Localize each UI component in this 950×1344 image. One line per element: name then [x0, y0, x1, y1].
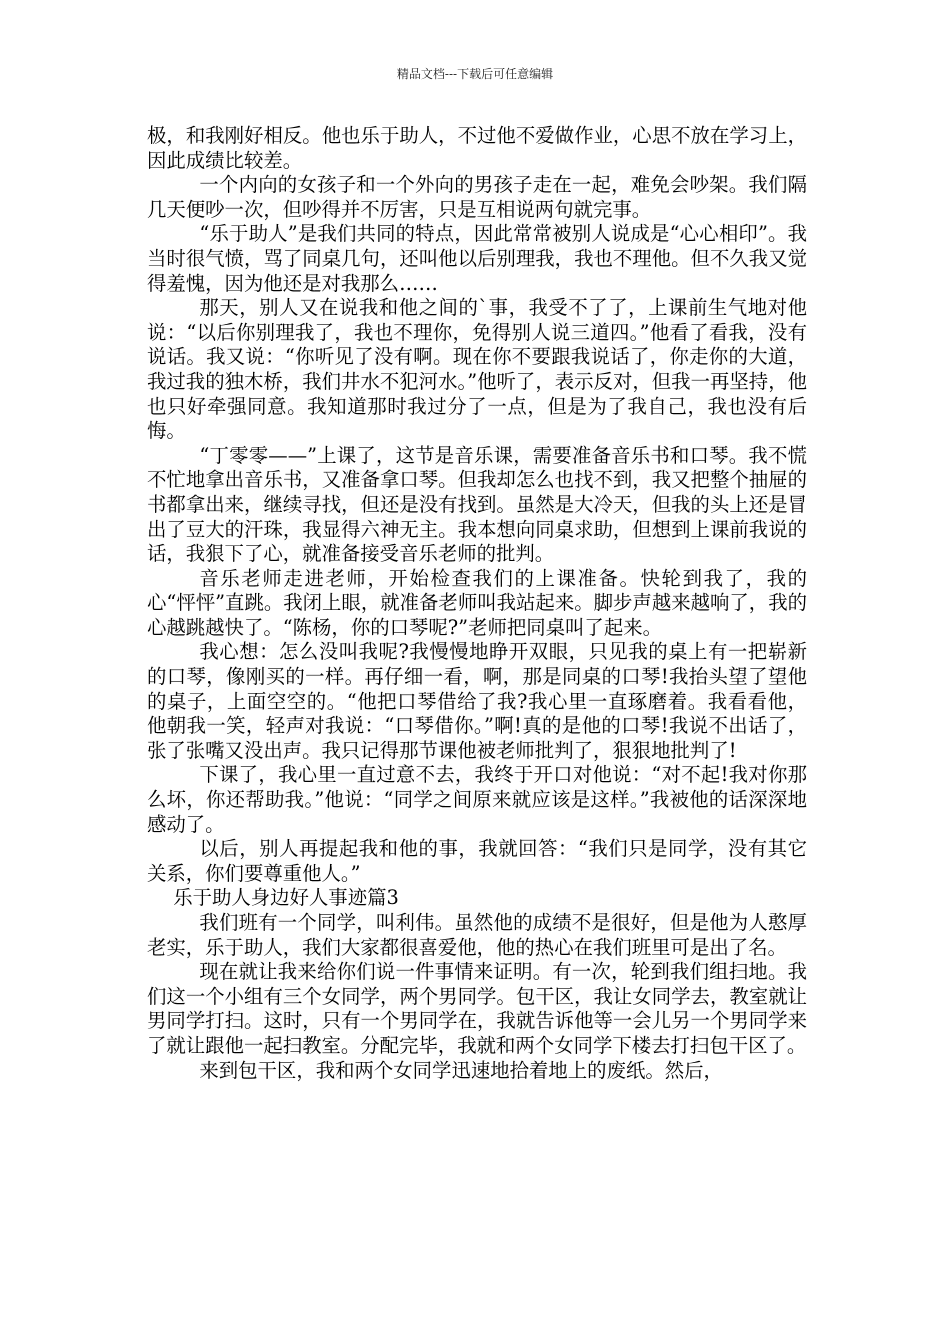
paragraph-2: 一个内向的女孩子和一个外向的男孩子走在一起，难免会吵架。我们隔几天便吵一次，但吵得并不厉害，只是互相说两句就完事。: [147, 173, 807, 221]
paragraph-5: “丁零零——”上课了，这节是音乐课，需要准备音乐书和口琴。我不慌不忙地拿出音乐书，又准备拿口琴。但我却怎么也找不到，我又把整个抽屉的书都拿出来，继续寻找，但还是没有找到。虽然是大冷天，但我的头上还是冒出了豆大的汗珠，我显得六神无主。我本想向同桌求助，但想到上课前我说的话，我狠下了心，就准备接受音乐老师的批判。: [147, 443, 807, 566]
paragraph-7: 我心想：怎么没叫我呢?我慢慢地睁开双眼，只见我的桌上有一把崭新的口琴，像刚买的一样。再仔细一看，啊，那是同桌的口琴!我抬头望了望他的桌子，上面空空的。“他把口琴借给了我?我心里一直琢磨着。我看看他，他朝我一笑，轻声对我说：“口琴借你。”啊!真的是他的口琴!我说不出话了，张了张嘴又没出声。我只记得那节课他被老师批判了，狠狠地批判了!: [147, 640, 807, 762]
paragraph-10: 我们班有一个同学，叫利伟。虽然他的成绩不是很好，但是他为人憨厚老实，乐于助人，我们大家都很喜爱他，他的热心在我们班里可是出了名。: [147, 911, 807, 959]
paragraph-6: 音乐老师走进老师，开始检查我们的上课准备。快轮到我了，我的心“怦怦”直跳。我闭上眼，就准备老师叫我站起来。脚步声越来越响了，我的心越跳越快了。“陈杨，你的口琴呢?”老师把同桌叫了起来。: [147, 566, 807, 639]
paragraph-11: 现在就让我来给你们说一件事情来证明。有一次，轮到我们组扫地。我们这一个小组有三个女同学，两个男同学。包干区，我让女同学去，教室就让男同学打扫。这时，只有一个男同学在，我就告诉他等一会儿另一个男同学来了就让跟他一起扫教室。分配完毕，我就和两个女同学下楼去打扫包干区了。: [147, 960, 807, 1057]
paragraph-3: “乐于助人”是我们共同的特点，因此常常被别人说成是“心心相印”。我当时很气愤，骂了同桌几句，还叫他以后别理我，我也不理他。但不久我又觉得羞愧，因为他还是对我那么……: [147, 222, 807, 295]
paragraph-4: 那天，别人又在说我和他之间的`事，我受不了了，上课前生气地对他说：“以后你别理我了，我也不理你，免得别人说三道四。”他看了看我，没有说话。我又说：“你听见了没有啊。现在你不要跟我说话了，你走你的大道，我过我的独木桥，我们井水不犯河水。”他听了，表示反对，但我一再坚持，他也只好牵强同意。我知道那时我过分了一点，但是为了我自己，我也没有后悔。: [147, 296, 807, 443]
paragraph-9: 以后，别人再提起我和他的事，我就回答：“我们只是同学，没有其它关系，你们要尊重他人。”: [147, 837, 807, 885]
paragraph-1: 极，和我刚好相反。他也乐于助人，不过他不爱做作业，心思不放在学习上，因此成绩比较差。: [147, 124, 807, 172]
paragraph-8: 下课了，我心里一直过意不去，我终于开口对他说：“对不起!我对你那么坏，你还帮助我。”他说：“同学之间原来就应该是这样。”我被他的话深深地感动了。: [147, 763, 807, 836]
document-body: [147, 124, 807, 1083]
page-header: 精品文档---下载后可任意编辑: [396, 67, 554, 81]
paragraph-12: 来到包干区，我和两个女同学迅速地拾着地上的废纸。然后，: [199, 1058, 723, 1082]
section-heading: 乐于助人身边好人事迹篇3: [173, 886, 399, 910]
